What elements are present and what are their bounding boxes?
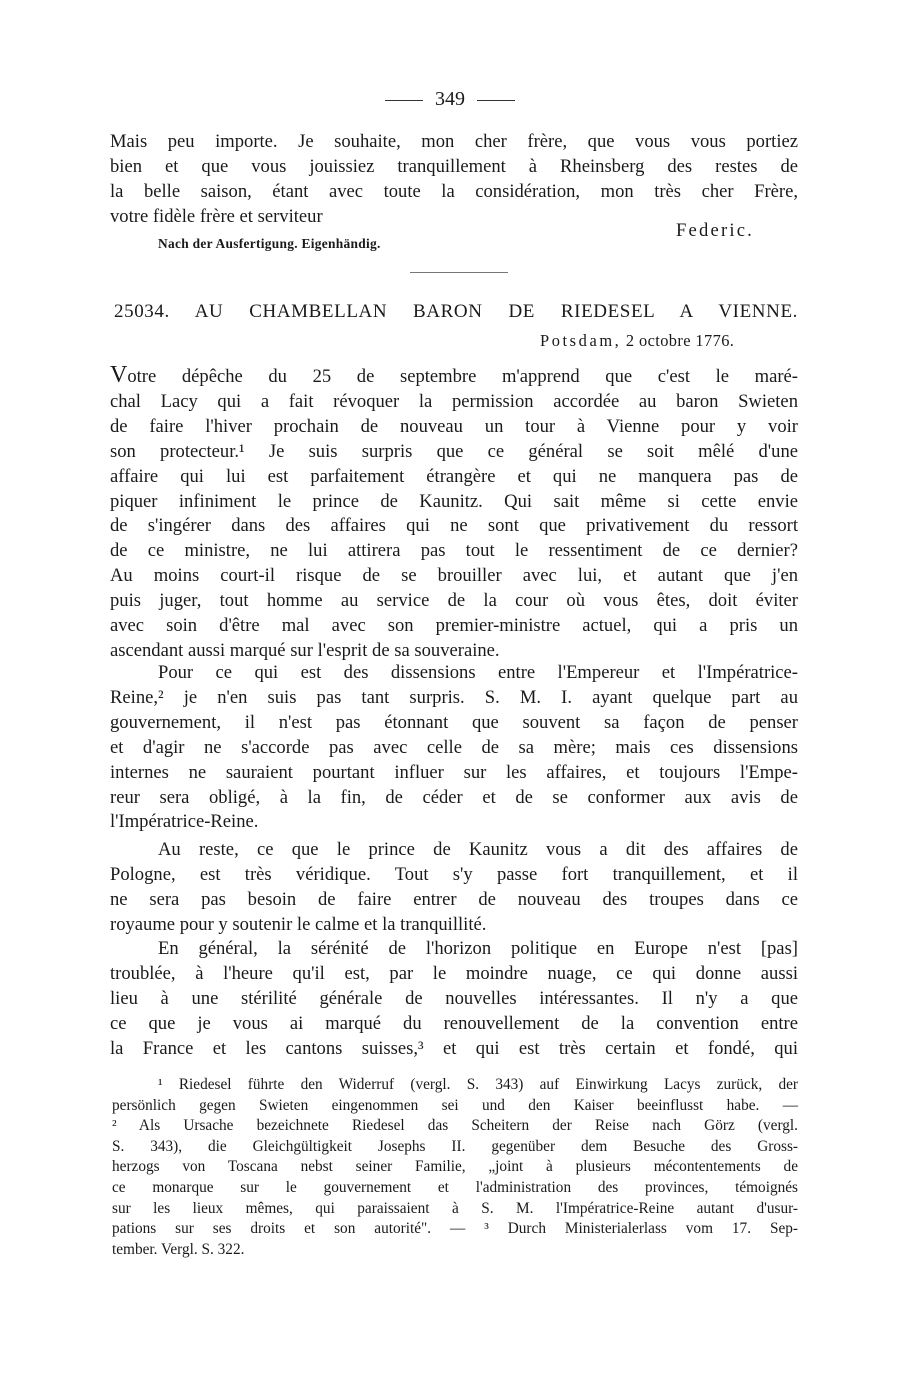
closing-paragraph — [110, 130, 798, 230]
section-divider — [410, 272, 508, 273]
letter-line: Pour ce qui est des dissensions entre l'Empereur et l'Impératrice- — [158, 662, 798, 683]
letter-line: de s'ingérer dans des affaires qui ne sont que privativement du ressort — [110, 515, 798, 537]
page-header — [0, 88, 900, 111]
letter-line: Pologne, est très véridique. Tout s'y passe fort tranquillement, et il — [110, 863, 798, 885]
letter-line: puis juger, tout homme au service de la cour où vous êtes, doit éviter — [110, 590, 798, 612]
letter-line: reur sera obligé, à la fin, de céder et de se conformer aux avis de — [110, 786, 798, 808]
letter-line: ce que je vous ai marqué du renouvellement de la convention entre — [110, 1012, 798, 1034]
footnote-line: ¹ Riedesel führte den Widerruf (vergl. S. 343) auf Einwirkung Lacys zurück, der — [158, 1076, 798, 1093]
letter-paragraph-3 — [110, 838, 798, 938]
footnote-line: tember. Vergl. S. 322. — [112, 1240, 245, 1258]
header-dash-right — [477, 100, 515, 101]
footnote-line: herzogs von Toscana nebst seiner Familie, „joint à plusieurs mécontentements de — [112, 1158, 798, 1176]
letter-line: l'Impératrice-Reine. — [110, 811, 259, 833]
footnotes — [112, 1075, 798, 1260]
footnote-line: persönlich gegen Swieten eingenommen sei und den Kaiser beeinflusst habe. — — [112, 1096, 798, 1114]
letter-line: ascendant aussi marqué sur l'esprit de sa souveraine. — [110, 639, 500, 661]
letter-line: de faire l'hiver prochain de nouveau un tour à Vienne pour y voir — [110, 415, 798, 437]
letter-line: piquer infiniment le prince de Kaunitz. Qui sait même si cette envie — [110, 490, 798, 512]
dateline — [540, 331, 734, 351]
letter-line: En général, la sérénité de l'horizon politique en Europe n'est [pas] — [158, 938, 798, 959]
letter-paragraph-1 — [110, 363, 798, 664]
letter-line: Au reste, ce que le prince de Kaunitz vous a dit des affaires de — [158, 839, 798, 860]
source-note: Nach der Ausfertigung. Eigenhändig. — [158, 236, 381, 251]
letter-line: la France et les cantons suisses,³ et qui est très certain et fondé, qui — [110, 1037, 798, 1059]
letter-line: avec soin d'être mal avec son premier-ministre actuel, qui a pris un — [110, 615, 798, 637]
footnote-line: S. 343), die Gleichgültigkeit Josephs II. gegenüber dem Besuche des Gross- — [112, 1137, 798, 1155]
letter-line: et d'agir ne s'accorde pas avec celle de sa mère; mais ces dissensions — [110, 736, 798, 758]
closing-line: Mais peu importe. Je souhaite, mon cher frère, que vous vous portiez — [110, 131, 798, 152]
page-number: 349 — [435, 88, 465, 110]
letter-line: Au moins court-il risque de se brouiller avec lui, et autant que j'en — [110, 565, 798, 587]
footnote-line: pations sur ses droits et son autorité". — ³ Durch Ministerialerlass vom 17. Sep- — [112, 1220, 798, 1238]
letter-line: son protecteur.¹ Je suis surpris que ce général se soit mêlé d'une — [110, 440, 798, 462]
footnote-line: ce monarque sur le gouvernement et l'administration des provinces, témoignés — [112, 1178, 798, 1196]
letter-line: chal Lacy qui a fait révoquer la permission accordée au baron Swieten — [110, 390, 798, 412]
dateline-place: Potsdam, — [540, 331, 622, 350]
closing-line: bien et que vous jouissiez tranquillement à Rheinsberg des restes de — [110, 155, 798, 177]
header-dash-left — [385, 100, 423, 101]
footnote-line: sur les lieux mêmes, qui paraissaient à S. M. l'Impératrice-Reine autant d'usur- — [112, 1199, 798, 1217]
drop-cap: V — [110, 362, 128, 388]
signature: Federic. — [676, 220, 755, 241]
letter-line: lieu à une stérilité générale de nouvelles intéressantes. Il n'y a que — [110, 987, 798, 1009]
closing-line: votre fidèle frère et serviteur — [110, 205, 323, 227]
letter-line: gouvernement, il n'est pas étonnant que souvent sa façon de penser — [110, 711, 798, 733]
dateline-date: 2 octobre 1776. — [625, 331, 735, 350]
letter-line: internes ne sauraient pourtant influer sur les affaires, et toujours l'Empe- — [110, 761, 798, 783]
footnote-line: ² Als Ursache bezeichnete Riedesel das Scheitern der Reise nach Görz (vergl. — [112, 1117, 798, 1135]
letter-line: affaire qui lui est parfaitement étrangère et qui ne manquera pas de — [110, 465, 798, 487]
letter-paragraph-2 — [110, 661, 798, 835]
letter-line — [110, 363, 798, 390]
letter-paragraph-4 — [110, 937, 798, 1062]
closing-line: la belle saison, étant avec toute la considération, mon très cher Frère, — [110, 180, 798, 202]
letter-line-text: otre dépêche du 25 de septembre m'apprend que c'est le maré- — [127, 366, 798, 387]
letter-heading: 25034. AU CHAMBELLAN BARON DE RIEDESEL A VIENNE. — [114, 301, 798, 322]
letter-line: royaume pour y soutenir le calme et la tranquillité. — [110, 913, 487, 935]
letter-line: troublée, à l'heure qu'il est, par le moindre nuage, ce qui donne aussi — [110, 962, 798, 984]
letter-line: ne sera pas besoin de faire entrer de nouveau des troupes dans ce — [110, 888, 798, 910]
letter-line: de ce ministre, ne lui attirera pas tout le ressentiment de ce dernier? — [110, 540, 798, 562]
letter-line: Reine,² je n'en suis pas tant surpris. S. M. I. ayant quelque part au — [110, 686, 798, 708]
